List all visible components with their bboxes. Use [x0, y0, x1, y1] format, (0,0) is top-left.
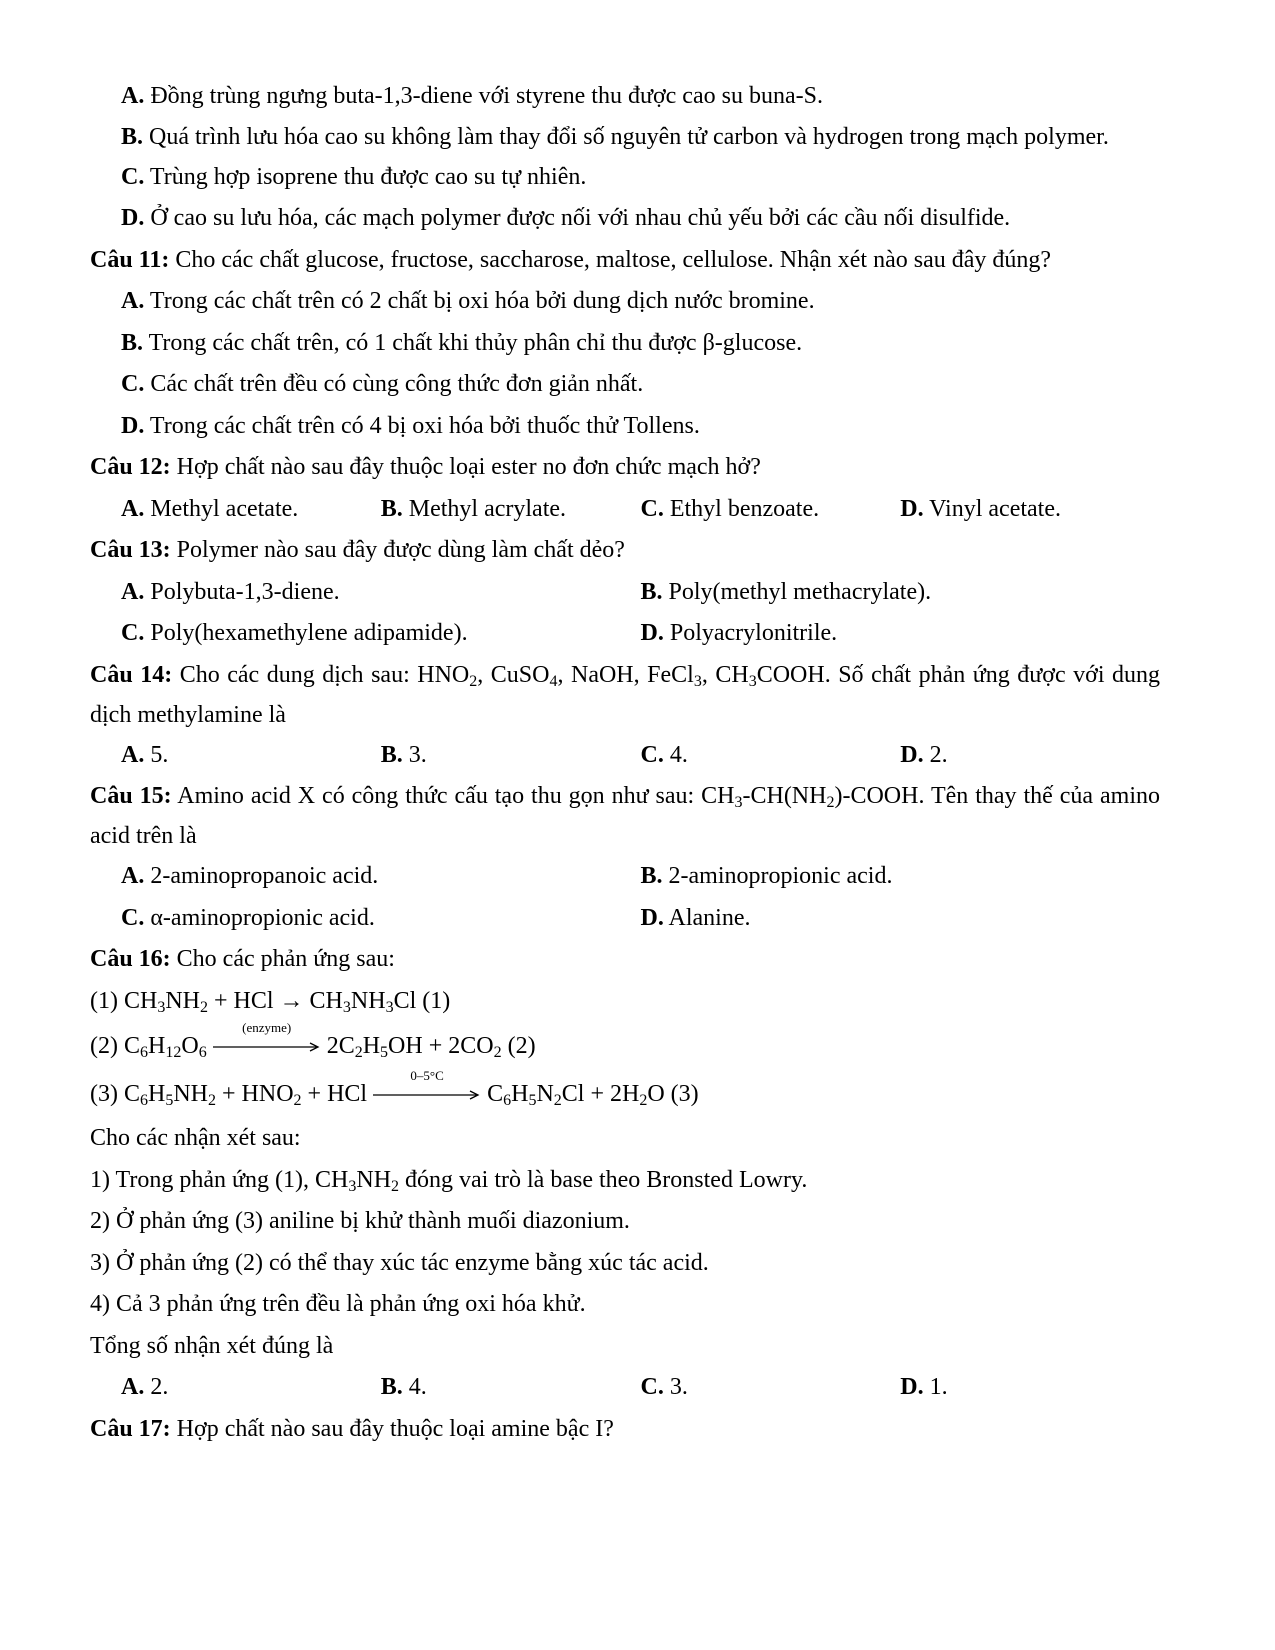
q13-option-c: C. Poly(hexamethylene adipamide).: [121, 620, 468, 646]
question-label: Câu 11:: [90, 246, 170, 273]
reaction-2: (2) $C_6H_{12}O_6$ (enzyme) $2C_2H_5OH + 2CO_2$ (2): [90, 1020, 536, 1061]
option-text: Các chất trên đều có cùng công thức đơn giản nhất.: [144, 371, 644, 397]
question-15: Câu 15: Amino acid X có công thức cấu tạo thu gọn như sau: $CH_3-CH(NH_2)$-COOH. Tên thay thế của amino acid trên là: [90, 783, 1161, 849]
option-text: Quá trình lưu hóa cao su không làm thay đổi số nguyên tử carbon và hydrogen trong mạch polymer.: [143, 123, 1109, 150]
q14-option-c: C. 4.: [640, 741, 688, 768]
q14-option-d: D. 2.: [900, 741, 948, 768]
option-label: C.: [121, 371, 145, 397]
remark-4: 4) Cả 3 phản ứng trên đều là phản ứng oxi hóa khử.: [90, 1291, 586, 1317]
option-label: C.: [121, 163, 145, 190]
question-label: Câu 15:: [90, 783, 172, 809]
remarks-intro: Cho các nhận xét sau:: [90, 1125, 301, 1151]
question-label: Câu 16:: [90, 946, 171, 972]
option-text: Trong các chất trên có 4 bị oxi hóa bởi thuốc thử Tollens.: [144, 412, 700, 439]
q16-option-b: B. 4.: [380, 1374, 427, 1400]
remark-3: 3) Ở phản ứng (2) có thể thay xúc tác enzyme bằng xúc tác acid.: [90, 1249, 709, 1276]
q10-option-a: [90, 76, 1160, 118]
right-arrow-icon: [373, 1089, 481, 1101]
question-label: Câu 17:: [90, 1415, 171, 1442]
remarks-total: Tổng số nhận xét đúng là: [90, 1332, 334, 1359]
question-12: [90, 447, 1160, 489]
reaction-3: (3) $C_6H_5NH_2 + HNO_2$ + HCl 0–5°C $C_6H_5N_2Cl + 2H_2O$ (3): [90, 1068, 699, 1109]
q11-option-b: [90, 323, 1160, 365]
q11-option-c: [90, 364, 1160, 406]
q11-option-d: [90, 406, 1160, 448]
question-label: Câu 12:: [90, 454, 171, 480]
option-text: Đồng trùng ngưng buta-1,3-diene với styrene thu được cao su buna-S.: [144, 83, 823, 109]
q10-option-b: [90, 117, 1160, 157]
q12-option-a: A. Methyl acetate.: [121, 495, 299, 522]
q12-option-b: B. Methyl acrylate.: [380, 495, 567, 522]
q15-options-cd: [90, 898, 1160, 940]
q13-option-b: B. Poly(methyl methacrylate).: [640, 578, 932, 605]
q16-option-d: D. 1.: [900, 1374, 948, 1400]
option-label: A.: [121, 288, 145, 314]
option-label: B.: [121, 123, 144, 150]
q14-option-a: A. 5.: [121, 741, 169, 768]
option-text: Ở cao su lưu hóa, các mạch polymer được nối với nhau chủ yếu bởi các cầu nối disulfide.: [144, 205, 1011, 231]
question-text: Hợp chất nào sau đây thuộc loại amine bậc I?: [170, 1415, 614, 1442]
q15-option-b: B. 2-aminopropionic acid.: [640, 863, 893, 889]
question-text: Cho các chất glucose, fructose, saccharose, maltose, cellulose. Nhận xét nào sau đây đúng?: [169, 246, 1052, 273]
remark-1: 1) Trong phản ứng (1), $CH_3NH_2$ đóng vai trò là base theo Bronsted Lowry.: [90, 1166, 808, 1195]
q15-options-ab: [90, 856, 1160, 898]
option-label: D.: [121, 412, 145, 439]
q12-options: [90, 489, 1160, 531]
question-text: Cho các phản ứng sau:: [170, 946, 395, 972]
q11-option-a: [90, 281, 1160, 323]
q13-option-a: A. Polybuta-1,3-diene.: [121, 578, 340, 605]
reaction-arrow: [213, 1020, 321, 1059]
q12-option-d: D. Vinyl acetate.: [900, 495, 1061, 522]
question-text: Polymer nào sau đây được dùng làm chất dẻo?: [170, 537, 625, 563]
q12-option-c: C. Ethyl benzoate.: [640, 495, 820, 522]
q10-option-c: [90, 157, 1160, 199]
q15-option-d: D. Alanine.: [640, 904, 751, 931]
q14-option-b: B. 3.: [380, 741, 427, 768]
reaction-condition: 0–5°C: [410, 1068, 444, 1084]
right-arrow-icon: [213, 1041, 321, 1053]
q13-options-cd: [90, 613, 1160, 655]
reaction-arrow: [373, 1068, 481, 1107]
option-label: D.: [121, 205, 145, 231]
q15-option-c: C. α-aminopropionic acid.: [121, 904, 375, 931]
question-14: Câu 14: Cho các dung dịch sau: $HNO_2$, CuSO$_4$, NaOH, FeCl$_3$, $CH_3COOH$. Số chất phản ứng được với dung dịch methylamine là: [90, 661, 1161, 728]
q16-options: [90, 1367, 1160, 1409]
reaction-1: (1) $CH_3NH_2$ + HCl → $CH_3NH_3Cl$ (1): [90, 987, 451, 1016]
q15-option-a: A. 2-aminopropanoic acid.: [121, 863, 379, 889]
question-13: [90, 530, 1160, 572]
option-text: Trùng hợp isoprene thu được cao su tự nhiên.: [144, 163, 587, 190]
q13-option-d: D. Polyacrylonitrile.: [640, 620, 838, 646]
question-text: Hợp chất nào sau đây thuộc loại ester no đơn chức mạch hở?: [170, 454, 761, 480]
q16-option-c: C. 3.: [640, 1374, 688, 1400]
q14-options: [90, 735, 1160, 777]
option-text: Trong các chất trên, có 1 chất khi thủy phân chỉ thu được β-glucose.: [143, 329, 803, 356]
question-17: [90, 1409, 1160, 1451]
remark-2: 2) Ở phản ứng (3) aniline bị khử thành muối diazonium.: [90, 1208, 630, 1234]
q10-option-d: [90, 198, 1160, 240]
question-11: [90, 240, 1160, 282]
option-text: Trong các chất trên có 2 chất bị oxi hóa bởi dung dịch nước bromine.: [144, 288, 815, 314]
q13-options-ab: [90, 572, 1160, 614]
question-label: Câu 13:: [90, 537, 171, 563]
option-label: B.: [121, 329, 144, 356]
question-16: [90, 939, 1160, 981]
question-label: Câu 14:: [90, 661, 173, 688]
option-label: A.: [121, 83, 145, 109]
q16-option-a: A. 2.: [121, 1374, 169, 1400]
reaction-condition: (enzyme): [242, 1020, 292, 1036]
